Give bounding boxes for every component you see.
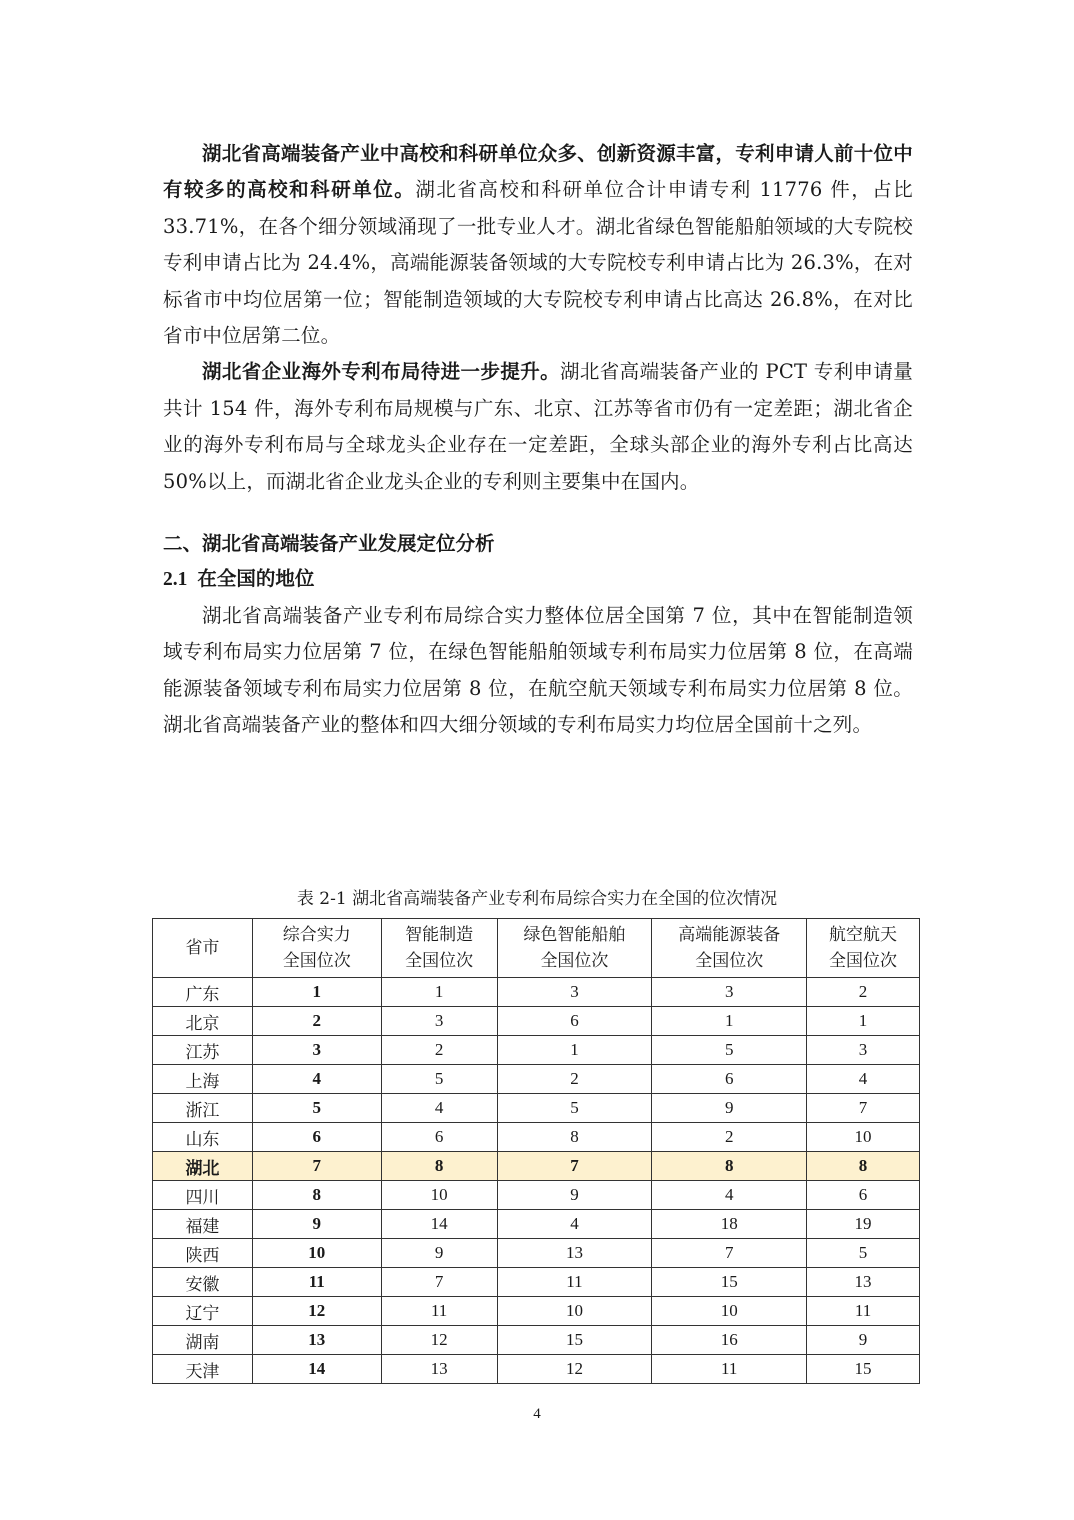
- rank-cell: 7: [497, 1152, 652, 1181]
- rank-cell: 8: [807, 1152, 920, 1181]
- rank-cell: 7: [381, 1268, 497, 1297]
- rank-cell: 11: [652, 1355, 807, 1384]
- paragraph-overseas: [163, 354, 913, 500]
- rank-cell: 8: [381, 1152, 497, 1181]
- rank-cell: 3: [381, 1007, 497, 1036]
- rank-cell: 4: [497, 1210, 652, 1239]
- column-header-line: 绿色智能船舶: [523, 925, 625, 945]
- rank-cell: 2: [652, 1123, 807, 1152]
- table-row: [153, 1326, 920, 1355]
- page-number: 4: [0, 1406, 1074, 1423]
- rank-cell: 3: [807, 1036, 920, 1065]
- overall-rank-cell: 9: [252, 1210, 381, 1239]
- overall-rank-cell: 13: [252, 1326, 381, 1355]
- province-cell: 湖北: [153, 1152, 253, 1181]
- overall-rank-cell: 14: [252, 1355, 381, 1384]
- overall-rank-cell: 10: [252, 1239, 381, 1268]
- rank-cell: 5: [652, 1036, 807, 1065]
- table-row: [153, 1007, 920, 1036]
- section-heading: 二、湖北省高端装备产业发展定位分析: [163, 526, 913, 562]
- rank-cell: 2: [807, 978, 920, 1007]
- ranking-table: [152, 918, 920, 1384]
- rank-cell: 10: [497, 1297, 652, 1326]
- table-row: [153, 1065, 920, 1094]
- column-header: [252, 919, 381, 978]
- overall-rank-cell: 8: [252, 1181, 381, 1210]
- rank-cell: 9: [497, 1181, 652, 1210]
- province-cell: 江苏: [153, 1036, 253, 1065]
- overall-rank-cell: 11: [252, 1268, 381, 1297]
- rank-cell: 6: [807, 1181, 920, 1210]
- subsection-number: 2.1: [163, 569, 187, 590]
- column-header-line: 全国位次: [405, 951, 473, 971]
- table-caption: 表 2-1 湖北省高端装备产业专利布局综合实力在全国的位次情况: [152, 884, 922, 909]
- rank-cell: 11: [807, 1297, 920, 1326]
- column-header-line: 全国位次: [695, 951, 763, 971]
- paragraph-universities: [163, 136, 913, 354]
- rank-cell: 7: [652, 1239, 807, 1268]
- rank-cell: 6: [652, 1065, 807, 1094]
- rank-cell: 2: [381, 1036, 497, 1065]
- rank-cell: 15: [652, 1268, 807, 1297]
- province-cell: 山东: [153, 1123, 253, 1152]
- document-body: [163, 136, 913, 744]
- overall-rank-cell: 1: [252, 978, 381, 1007]
- table-row: [153, 1210, 920, 1239]
- table-row: [153, 1268, 920, 1297]
- province-cell: 福建: [153, 1210, 253, 1239]
- table-row: [153, 1123, 920, 1152]
- table-row: [153, 978, 920, 1007]
- rank-cell: 6: [381, 1123, 497, 1152]
- rank-cell: 4: [807, 1065, 920, 1094]
- rank-cell: 7: [807, 1094, 920, 1123]
- rank-cell: 13: [497, 1239, 652, 1268]
- column-header-line: 省市: [185, 938, 219, 958]
- province-cell: 浙江: [153, 1094, 253, 1123]
- rank-cell: 8: [497, 1123, 652, 1152]
- province-cell: 辽宁: [153, 1297, 253, 1326]
- rank-cell: 11: [381, 1297, 497, 1326]
- overall-rank-cell: 6: [252, 1123, 381, 1152]
- table-row: [153, 1355, 920, 1384]
- table-row: [153, 1239, 920, 1268]
- table-row: [153, 1094, 920, 1123]
- rank-cell: 11: [497, 1268, 652, 1297]
- rank-cell: 18: [652, 1210, 807, 1239]
- rank-cell: 9: [381, 1239, 497, 1268]
- column-header-line: 高端能源装备: [678, 925, 780, 945]
- column-header: [652, 919, 807, 978]
- overall-rank-cell: 3: [252, 1036, 381, 1065]
- rank-cell: 5: [807, 1239, 920, 1268]
- column-header-line: 综合实力: [283, 925, 351, 945]
- column-header: [497, 919, 652, 978]
- province-cell: 北京: [153, 1007, 253, 1036]
- table-row: [153, 1152, 920, 1181]
- rank-cell: 14: [381, 1210, 497, 1239]
- rank-cell: 6: [497, 1007, 652, 1036]
- column-header: [807, 919, 920, 978]
- column-header-line: 全国位次: [540, 951, 608, 971]
- subsection-title: 在全国的地位: [197, 569, 314, 590]
- table-body: [153, 978, 920, 1384]
- province-cell: 湖南: [153, 1326, 253, 1355]
- rank-cell: 5: [497, 1094, 652, 1123]
- province-cell: 安徽: [153, 1268, 253, 1297]
- column-header: [381, 919, 497, 978]
- paragraph-text: 湖北省高端装备产业的 PCT 专利申请量共计 154 件，海外专利布局规模与广东、北京、江苏等省市仍有一定差距；湖北省企业的海外专利布局与全球龙头企业存在一定差距，全球头部企业的海外专利占比高达 50%以上，而湖北省企业龙头企业的专利则主要集中在国内。: [163, 360, 913, 492]
- rank-cell: 1: [807, 1007, 920, 1036]
- rank-cell: 1: [497, 1036, 652, 1065]
- table-row: [153, 1297, 920, 1326]
- rank-cell: 12: [381, 1326, 497, 1355]
- table-row: [153, 1036, 920, 1065]
- overall-rank-cell: 12: [252, 1297, 381, 1326]
- province-cell: 天津: [153, 1355, 253, 1384]
- rank-cell: 8: [652, 1152, 807, 1181]
- province-cell: 广东: [153, 978, 253, 1007]
- rank-cell: 12: [497, 1355, 652, 1384]
- rank-cell: 19: [807, 1210, 920, 1239]
- rank-cell: 13: [807, 1268, 920, 1297]
- rank-cell: 9: [652, 1094, 807, 1123]
- rank-cell: 15: [807, 1355, 920, 1384]
- paragraph-text: 湖北省高校和科研单位合计申请专利 11776 件，占比 33.71%，在各个细分领域涌现了一批专业人才。湖北省绿色智能船舶领域的大专院校专利申请占比为 24.4%，高端能源装备领域的大专院校专利申请占比为 26.3%，在对标省市中均位居第一位；智能制造领域的大专院校专利申请占比高达 26.8%，在对比省市中位居第二位。: [163, 178, 913, 347]
- rank-cell: 9: [807, 1326, 920, 1355]
- column-header: [153, 919, 253, 978]
- province-cell: 上海: [153, 1065, 253, 1094]
- province-cell: 四川: [153, 1181, 253, 1210]
- rank-cell: 1: [652, 1007, 807, 1036]
- rank-cell: 10: [381, 1181, 497, 1210]
- paragraph-national-position: 湖北省高端装备产业专利布局综合实力整体位居全国第 7 位，其中在智能制造领域专利布局实力位居第 7 位，在绿色智能船舶领域专利布局实力位居第 8 位，在高端能源装备领域专利布局实力位居第 8 位，在航空航天领域专利布局实力位居第 8 位。湖北省高端装备产业的整体和四大细分领域的专利布局实力均位居全国前十之列。: [163, 598, 913, 744]
- overall-rank-cell: 5: [252, 1094, 381, 1123]
- rank-cell: 10: [652, 1297, 807, 1326]
- rank-cell: 13: [381, 1355, 497, 1384]
- column-header-line: 全国位次: [283, 951, 351, 971]
- overall-rank-cell: 2: [252, 1007, 381, 1036]
- rank-cell: 5: [381, 1065, 497, 1094]
- rank-cell: 16: [652, 1326, 807, 1355]
- column-header-line: 智能制造: [405, 925, 473, 945]
- table-row: [153, 1181, 920, 1210]
- overall-rank-cell: 7: [252, 1152, 381, 1181]
- rank-cell: 15: [497, 1326, 652, 1355]
- rank-cell: 2: [497, 1065, 652, 1094]
- rank-cell: 1: [381, 978, 497, 1007]
- rank-cell: 4: [381, 1094, 497, 1123]
- overall-rank-cell: 4: [252, 1065, 381, 1094]
- rank-cell: 3: [497, 978, 652, 1007]
- column-header-line: 航空航天: [829, 925, 897, 945]
- table-header-row: [153, 919, 920, 978]
- subsection-heading: [163, 562, 913, 598]
- rank-cell: 4: [652, 1181, 807, 1210]
- rank-cell: 10: [807, 1123, 920, 1152]
- province-cell: 陕西: [153, 1239, 253, 1268]
- rank-cell: 3: [652, 978, 807, 1007]
- column-header-line: 全国位次: [829, 951, 897, 971]
- paragraph-lead: 湖北省高端装备产业中高校和科研单位众多、创新资源丰富，专利申请人前十位中有较多的高校和科研单位。: [163, 142, 913, 201]
- paragraph-lead: 湖北省企业海外专利布局待进一步提升。: [202, 360, 560, 383]
